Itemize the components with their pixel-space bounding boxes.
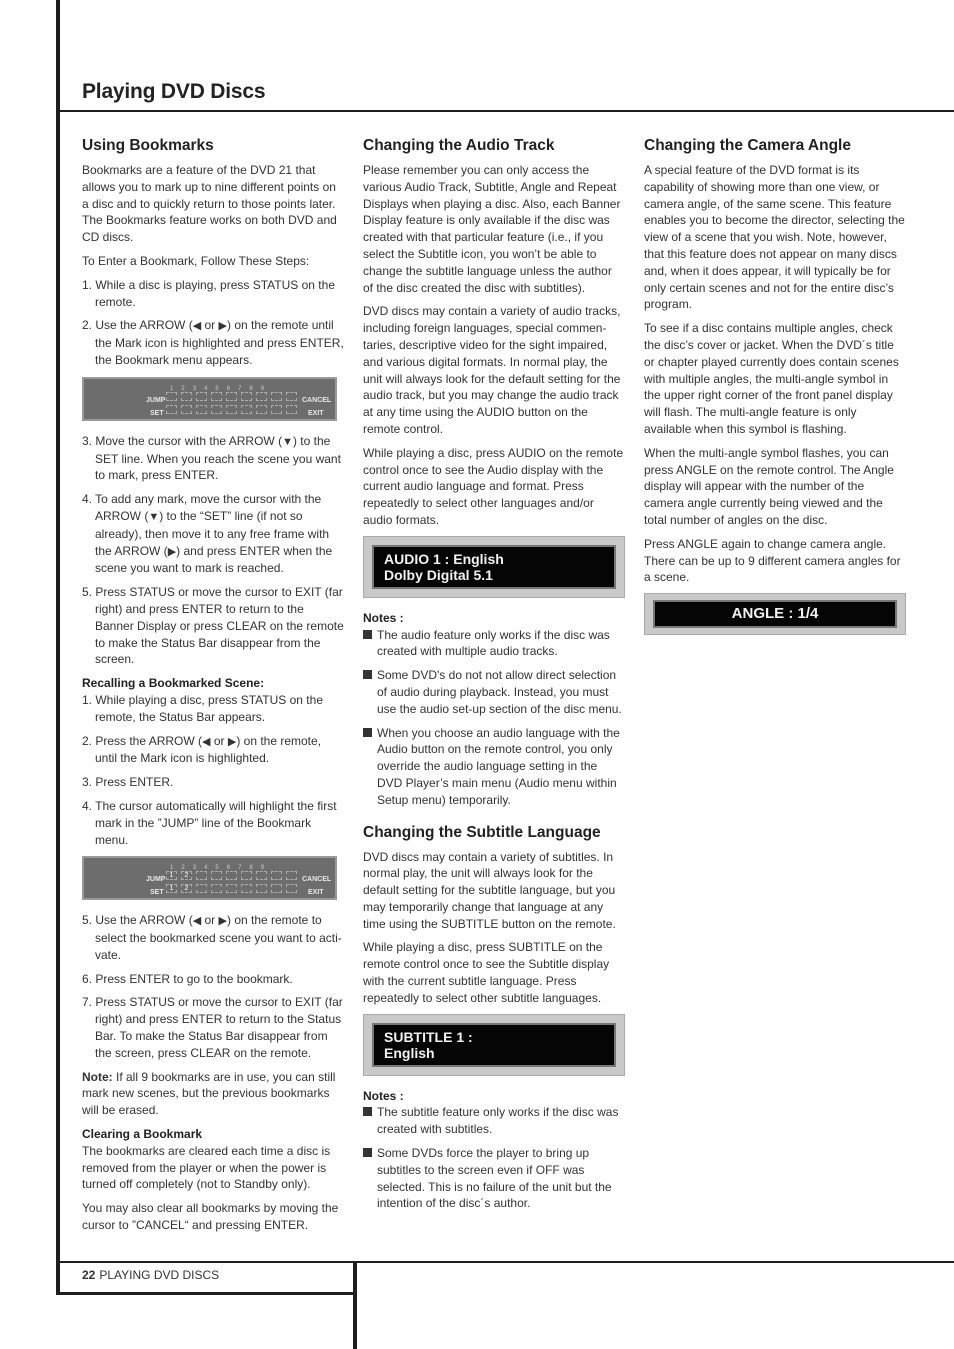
bm-set-label: SET	[150, 409, 164, 417]
bm-jump-label: JUMP	[146, 396, 166, 404]
angle-osd-image	[644, 593, 906, 635]
bookmark-numbers: 1 2 3 4 5 6 7 8 9	[170, 385, 265, 392]
bookmark-menu-marked-image	[82, 856, 337, 900]
left-arrow-icon: ◀	[192, 320, 202, 333]
subtitle-osd-image	[363, 1014, 625, 1076]
recall-step-6: 6. Press ENTER to go to the bookmark.	[82, 971, 293, 986]
page-title: Playing DVD Discs	[82, 80, 266, 103]
subtitle-note-1: The subtitle feature only works if the disc was created with subtitles.	[363, 1104, 625, 1138]
angle-p3: When the multi-angle symbol flashes, you can press ANGLE on the remote control. The Angle display will appear with the number of the camera angle currently being viewed and the total number of angles on the disc.	[644, 445, 894, 527]
angle-p1: A special feature of the DVD format is its capability of showing more than one view, or camera angle, of the same scene. This feature enables you to become the director, selecting the view of a scene that you wish. Note, however, that this feature does not appear on many discs and, when it does appear, it will typically be for only certain scenes and not for the entire disc’s program.	[644, 163, 905, 312]
step-2: 2. Use the ARROW (◀ or ▶) on the remote until the Mark icon is highlighted and press ENTER, the Bookmark menu appears.	[82, 318, 344, 367]
column-bookmarks	[82, 136, 344, 1241]
step-1: 1. While a disc is playing, press STATUS on the remote.	[82, 277, 335, 309]
left-margin-bar	[56, 0, 60, 1295]
audio-osd-line2: Dolby Digital 5.1	[384, 566, 493, 583]
subtitle-osd-line2: English	[384, 1044, 435, 1061]
clear-heading: Clearing a Bookmark	[82, 1127, 203, 1142]
right-arrow-icon: ▶	[218, 915, 227, 928]
bullet-square-icon	[363, 1107, 372, 1116]
subtitle-note-2: Some DVDs force the player to bring up subtitles to the screen even if OFF was selected. This is no failure of the unit but the intention of the disc´s author.	[363, 1145, 625, 1212]
section-heading-angle: Changing the Camera Angle	[644, 137, 851, 154]
bookmark-numbers: 1 2 3 4 5 6 7 8 9	[170, 865, 265, 872]
bm-exit-label: EXIT	[308, 409, 324, 417]
right-arrow-icon: ▶	[218, 320, 227, 333]
angle-osd-text: ANGLE : 1/4	[653, 600, 897, 628]
step-4: 4. To add any mark, move the cursor with the ARROW (▼) to the “SET” line (if not so already), then move it to any free frame with the ARROW (▶) and press ENTER when the scene you want to mark is reached.	[82, 492, 333, 576]
bullet-square-icon	[363, 670, 372, 679]
left-arrow-icon: ◀	[192, 915, 202, 928]
recall-step-1: 1. While playing a disc, press STATUS on the remote, the Status Bar appears.	[82, 692, 323, 724]
bm-cancel-label: CANCEL	[302, 396, 332, 404]
subtitle-p2: While playing a disc, press SUBTITLE on the remote control once to see the Subtitle display with the current subtitle language. Press repeatedly to select other subtitle languages.	[363, 940, 610, 1005]
audio-note-3: When you choose an audio language with the Audio button on the remote control, you only override the audio language setting in the DVD Player’s main menu (Audio menu within Setup menu) temporarily.	[363, 725, 625, 809]
bullet-square-icon	[363, 630, 372, 639]
recall-heading: Recalling a Bookmarked Scene:	[82, 676, 265, 691]
step-5: 5. Press STATUS or move the cursor to EXIT (far right) and press ENTER to return to the Banner Display or press CLEAR on the remote to make the Status Bar disappear from the screen.	[82, 585, 344, 667]
column-angle	[644, 136, 906, 647]
audio-p2: DVD discs may contain a variety of audio tracks, including foreign languages, special commen-taries, descriptive video for the sight impaired, and various digital formats. In normal play, the unit will always look for the default setting for the audio track, but you may change the audio track at any time using the AUDIO button on the remote control.	[363, 304, 621, 436]
audio-osd-line1: AUDIO 1 : English	[384, 550, 504, 567]
footer-box-rule	[56, 1292, 356, 1295]
bm-exit-label: EXIT	[308, 889, 324, 897]
audio-p3: While playing a disc, press AUDIO on the remote control once to see the Audio display with the current audio language and format. Press repeatedly to select other languages and/or audio formats.	[363, 445, 624, 527]
bookmarks-steps-intro: To Enter a Bookmark, Follow These Steps:	[82, 253, 310, 268]
right-arrow-icon: ▶	[227, 735, 237, 748]
angle-p4: Press ANGLE again to change camera angle. There can be up to 9 different camera angles for a scene.	[644, 536, 901, 585]
clear-text: The bookmarks are cleared each time a disc is removed from the player or when the power is turned off completely (not to Standby only).	[82, 1143, 331, 1192]
subtitle-osd-line1: SUBTITLE 1 :	[384, 1028, 473, 1045]
down-arrow-icon: ▼	[282, 435, 293, 448]
subtitle-p1: DVD discs may contain a variety of subtitles. In normal play, the unit will always look for the default setting for the subtitle language, but you may temporarily change that language at any time using the SUBTITLE button on the remote.	[363, 849, 616, 931]
audio-p1: Please remember you can only access the various Audio Track, Subtitle, Angle and Repeat Displays when playing a disc. Also, each Banner Display feature is only available if the disc was created with that particular feature (i.e., if you select the Subtitle icon, you won’t be able to change the subtitle language unless the author of the disc created the disc with subtitles).	[363, 163, 621, 295]
bm-jump-label: JUMP	[146, 876, 166, 884]
audio-notes-label: Notes :	[363, 610, 404, 625]
right-arrow-icon: ▶	[167, 545, 177, 558]
step-3: 3. Move the cursor with the ARROW (▼) to the SET line. When you reach the scene you want to mark, press ENTER.	[82, 433, 341, 483]
bm-set-label: SET	[150, 889, 164, 897]
recall-step-4: 4. The cursor automatically will highlight the first mark in the ”JUMP” line of the Bookmark menu.	[82, 798, 337, 847]
audio-note-2: Some DVD's do not not allow direct selection of audio during playback. Instead, you must use the audio set-up section of the disc menu.	[363, 667, 625, 717]
bookmarks-intro: Bookmarks are a feature of the DVD 21 that allows you to mark up to nine different points on a disc and to quickly return to those points later. The Bookmarks feature works on both DVD and CD discs.	[82, 163, 337, 245]
recall-step-7: 7. Press STATUS or move the cursor to EXIT (far right) and press ENTER to return to the Status Bar. To make the Status Bar disappear from the screen, press CLEAR on the remote.	[82, 995, 343, 1060]
bm-jump-cells: 1 2	[166, 871, 297, 880]
page-number: 22	[82, 1268, 96, 1282]
left-arrow-icon: ◀	[202, 735, 211, 748]
footer-section-title: PLAYING DVD DISCS	[99, 1268, 220, 1282]
bookmarks-note: Note: If all 9 bookmarks are in use, you can still mark new scenes, but the previous bookmarks will be erased.	[82, 1069, 336, 1118]
bm-set-cells: 1 2	[166, 884, 297, 893]
recall-step-3: 3. Press ENTER.	[82, 775, 174, 790]
angle-p2: To see if a disc contains multiple angles, check the disc’s cover or jacket. When the DVD´s title or chapter played currently does contain scenes with multiple angles, the multi-angle symbol in the upper right corner of the front panel display will flash. The multi-angle feature is only available when this symbol is flashing.	[644, 321, 899, 436]
page-footer	[82, 1268, 219, 1282]
bm-set-cells	[166, 405, 297, 414]
bullet-square-icon	[363, 728, 372, 737]
bm-jump-cells	[166, 392, 297, 401]
bm-cancel-label: CANCEL	[302, 876, 332, 884]
recall-step-2: 2. Press the ARROW (◀ or ▶) on the remote, until the Mark icon is highlighted.	[82, 733, 322, 766]
down-arrow-icon: ▼	[148, 510, 160, 523]
footer-divider-bar	[353, 1261, 357, 1349]
audio-osd-image	[363, 536, 625, 598]
section-heading-audio: Changing the Audio Track	[363, 137, 555, 154]
bookmark-menu-image	[82, 377, 337, 421]
footer-rule	[56, 1261, 954, 1263]
column-audio-subtitle	[363, 136, 625, 1219]
audio-note-1: The audio feature only works if the disc was created with multiple audio tracks.	[363, 627, 625, 661]
clear-text-2: You may also clear all bookmarks by moving the cursor to ”CANCEL“ and pressing ENTER.	[82, 1201, 339, 1233]
subtitle-notes-label: Notes :	[363, 1088, 404, 1103]
recall-step-5: 5. Use the ARROW (◀ or ▶) on the remote to select the bookmarked scene you want to acti-vate.	[82, 913, 342, 962]
header-rule	[56, 110, 954, 112]
section-heading-subtitle: Changing the Subtitle Language	[363, 823, 601, 841]
bullet-square-icon	[363, 1148, 372, 1157]
section-heading-bookmarks: Using Bookmarks	[82, 137, 214, 154]
